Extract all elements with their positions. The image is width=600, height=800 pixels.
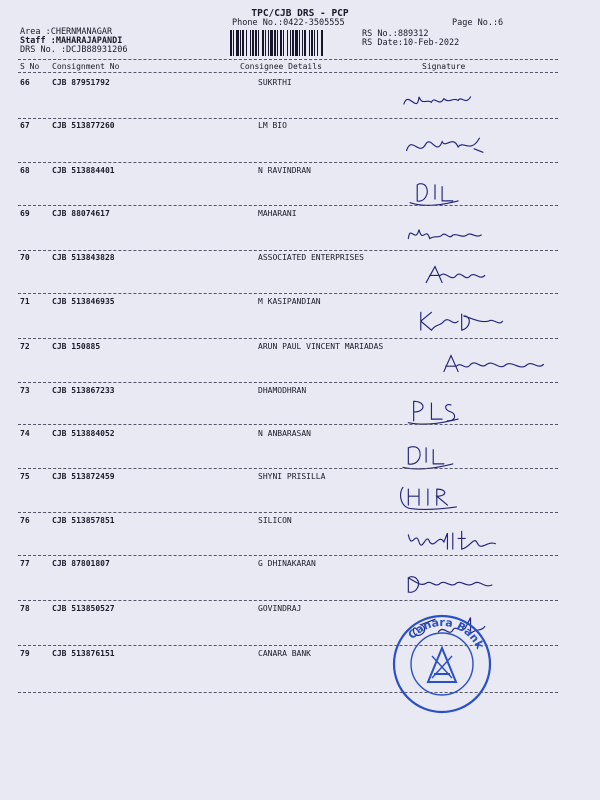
phone-number: Phone No.:0422-3505555	[232, 18, 345, 28]
row-consignee-name: ASSOCIATED ENTERPRISES	[258, 253, 364, 262]
row-divider	[18, 293, 558, 294]
table-row	[0, 386, 600, 432]
row-consignment-number: CJB 513877260	[52, 121, 115, 130]
row-consignee-name: SUKRTHI	[258, 78, 292, 87]
row-serial-number: 79	[20, 649, 30, 658]
row-consignment-number: CJB 87801807	[52, 559, 110, 568]
row-divider	[18, 555, 558, 556]
row-consignee-name: LM BIO	[258, 121, 287, 130]
row-consignment-number: CJB 513846935	[52, 297, 115, 306]
row-divider	[18, 424, 558, 425]
staff-label: Staff :MAHARAJAPANDI	[20, 36, 123, 46]
document-title: TPC/CJB DRS - PCP	[251, 8, 349, 19]
row-consignee-name: ARUN PAUL VINCENT MARIADAS	[258, 342, 384, 351]
handwritten-signature	[390, 569, 560, 601]
row-serial-number: 73	[20, 386, 30, 395]
handwritten-signature	[390, 88, 560, 120]
signature-stroke	[408, 230, 481, 239]
handwritten-signature	[390, 131, 560, 163]
row-consignment-number: CJB 513876151	[52, 649, 115, 658]
barcode	[230, 30, 354, 56]
table-row	[0, 297, 600, 343]
rs-date: RS Date:10-Feb-2022	[362, 38, 460, 48]
column-header-consignee: Consignee Details	[240, 62, 322, 71]
row-divider	[18, 162, 558, 163]
handwritten-signature	[390, 219, 560, 251]
row-consignment-number: CJB 87951792	[52, 78, 110, 87]
drs-number: DRS No. :DCJB88931206	[20, 45, 128, 55]
column-header-consignment: Consignment No	[52, 62, 120, 71]
row-divider	[18, 118, 558, 119]
row-consignment-number: CJB 513850527	[52, 604, 115, 613]
signature-stroke	[408, 401, 458, 424]
row-consignee-name: N RAVINDRAN	[258, 166, 311, 175]
row-consignee-name: M KASIPANDIAN	[258, 297, 321, 306]
handwritten-signature	[390, 526, 560, 558]
signature-stroke	[408, 531, 495, 549]
signature-stroke	[407, 138, 483, 152]
row-serial-number: 67	[20, 121, 30, 130]
row-serial-number: 77	[20, 559, 30, 568]
table-row	[0, 649, 600, 695]
row-consignment-number: CJB 513884401	[52, 166, 115, 175]
row-consignee-name: SILICON	[258, 516, 292, 525]
row-consignee-name: CANARA BANK	[258, 649, 311, 658]
row-serial-number: 71	[20, 297, 30, 306]
handwritten-signature	[390, 176, 560, 208]
table-row	[0, 604, 600, 650]
row-serial-number: 75	[20, 472, 30, 481]
row-serial-number: 72	[20, 342, 30, 351]
bank-stamp	[390, 612, 494, 716]
row-consignee-name: MAHARANI	[258, 209, 297, 218]
page-number: Page No.:6	[452, 18, 504, 28]
row-divider	[18, 250, 558, 251]
signature-stroke	[403, 447, 453, 469]
row-divider	[18, 512, 558, 513]
row-divider	[18, 468, 558, 469]
signature-stroke	[404, 97, 471, 104]
signature-stroke	[426, 267, 485, 283]
row-serial-number: 70	[20, 253, 30, 262]
row-serial-number: 68	[20, 166, 30, 175]
handwritten-signature	[390, 307, 560, 339]
handwritten-signature	[390, 263, 560, 295]
header-divider-top	[18, 59, 558, 60]
signature-stroke	[444, 356, 544, 372]
rs-number: RS No.:889312	[362, 29, 429, 39]
row-consignment-number: CJB 513884052	[52, 429, 115, 438]
row-serial-number: 69	[20, 209, 30, 218]
row-consignee-name: N ANBARASAN	[258, 429, 311, 438]
row-consignment-number: CJB 88074617	[52, 209, 110, 218]
handwritten-signature	[390, 439, 560, 471]
row-divider	[18, 338, 558, 339]
row-consignment-number: CJB 513843828	[52, 253, 115, 262]
row-consignee-name: DHAMODHRAN	[258, 386, 307, 395]
handwritten-signature	[390, 352, 560, 384]
signature-stroke	[421, 312, 503, 330]
signature-stroke	[408, 577, 492, 593]
signature-stroke	[410, 184, 458, 206]
column-header-signature: Signature	[422, 62, 466, 71]
barcode-bar	[323, 30, 324, 56]
row-consignment-number: CJB 150885	[52, 342, 101, 351]
stamp-text: Canara Bank	[405, 615, 487, 652]
row-consignee-name: SHYNI PRISILLA	[258, 472, 326, 481]
row-divider	[18, 205, 558, 206]
column-header-sno: S No	[20, 62, 40, 71]
row-consignee-name: GOVINDRAJ	[258, 604, 302, 613]
table-row	[0, 559, 600, 605]
row-consignment-number: CJB 513872459	[52, 472, 115, 481]
row-consignee-name: G DHINAKARAN	[258, 559, 316, 568]
area-label: Area :CHERNMANAGAR	[20, 27, 113, 37]
handwritten-signature	[390, 482, 560, 514]
row-serial-number: 78	[20, 604, 30, 613]
row-serial-number: 66	[20, 78, 30, 87]
signature-stroke	[401, 487, 457, 509]
row-consignment-number: CJB 513867233	[52, 386, 115, 395]
table-row	[0, 209, 600, 255]
row-divider	[18, 382, 558, 383]
row-serial-number: 76	[20, 516, 30, 525]
table-row	[0, 121, 600, 167]
row-consignment-number: CJB 513857851	[52, 516, 115, 525]
row-serial-number: 74	[20, 429, 30, 438]
row-divider	[18, 600, 558, 601]
header-divider-bottom	[18, 72, 558, 73]
